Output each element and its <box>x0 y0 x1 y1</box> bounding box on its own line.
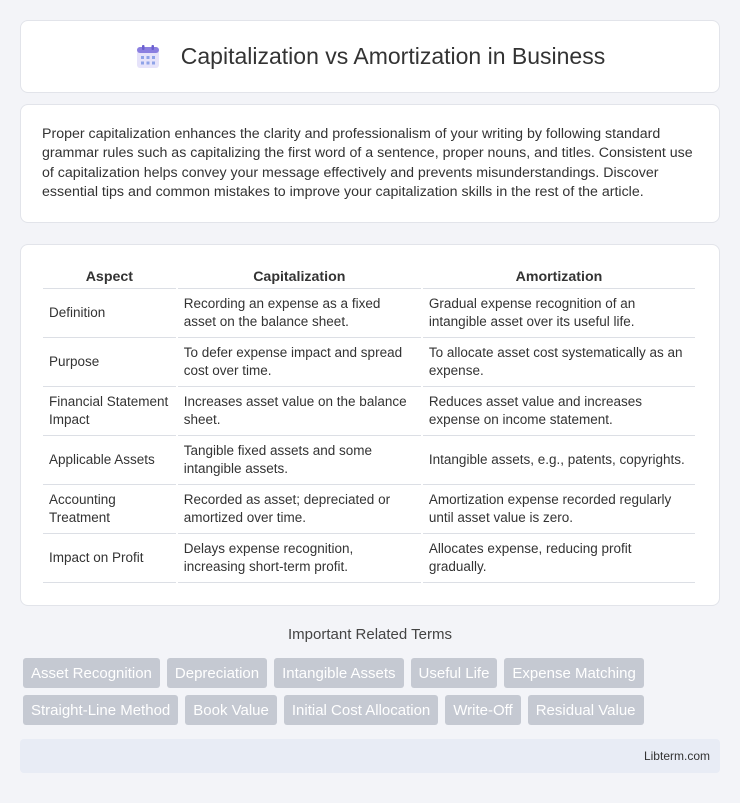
related-terms <box>23 658 723 732</box>
table-row <box>43 338 695 387</box>
table-row <box>43 387 695 436</box>
footer-site-link[interactable]: Libterm.com <box>643 749 710 763</box>
cell-capitalization: Recorded as asset; depreciated or amortized over time. <box>178 485 421 534</box>
term-tag-write-off[interactable]: Write-Off <box>445 695 520 725</box>
header-amortization: Amortization <box>423 265 695 289</box>
cell-capitalization: Delays expense recognition, increasing short-term profit. <box>178 534 421 583</box>
cell-aspect: Definition <box>43 289 176 338</box>
cell-amortization: Amortization expense recorded regularly until asset value is zero. <box>423 485 695 534</box>
page-title: Capitalization vs Amortization in Business <box>180 43 606 69</box>
cell-amortization: To allocate asset cost systematically as an expense. <box>423 338 695 387</box>
cell-aspect: Purpose <box>43 338 176 387</box>
cell-aspect: Impact on Profit <box>43 534 176 583</box>
cell-aspect: Accounting Treatment <box>43 485 176 534</box>
header-capitalization: Capitalization <box>178 265 421 289</box>
cell-aspect: Financial Statement Impact <box>43 387 176 436</box>
term-tag-expense-matching[interactable]: Expense Matching <box>504 658 643 688</box>
footer <box>20 739 720 773</box>
term-tag-useful-life[interactable]: Useful Life <box>411 658 498 688</box>
comparison-card <box>20 244 720 606</box>
header-aspect: Aspect <box>43 265 176 289</box>
cell-capitalization: Tangible fixed assets and some intangible assets. <box>178 436 421 485</box>
term-tag-residual-value[interactable]: Residual Value <box>528 695 644 725</box>
table-row <box>43 289 695 338</box>
cell-aspect: Applicable Assets <box>43 436 176 485</box>
terms-row-1 <box>23 658 723 688</box>
cell-amortization: Reduces asset value and increases expense on income statement. <box>423 387 695 436</box>
term-tag-asset-recognition[interactable]: Asset Recognition <box>23 658 160 688</box>
calendar-icon <box>135 44 161 70</box>
related-terms-title: Important Related Terms <box>288 626 452 643</box>
term-tag-book-value[interactable]: Book Value <box>185 695 277 725</box>
header-card <box>20 20 720 93</box>
table-row <box>43 485 695 534</box>
term-tag-depreciation[interactable]: Depreciation <box>167 658 267 688</box>
term-tag-intangible-assets[interactable]: Intangible Assets <box>274 658 403 688</box>
comparison-table <box>41 265 697 583</box>
table-row <box>43 436 695 485</box>
term-tag-initial-cost-allocation[interactable]: Initial Cost Allocation <box>284 695 438 725</box>
intro-text: Proper capitalization enhances the clarity and professionalism of your writing by following standard grammar rules such as capitalizing the first word of a sentence, proper nouns, and titles. Consistent use of capitalization helps convey your message effectively and prevents misunderstandings. Discover essential tips and common mistakes to improve your capitalization skills in the rest of the article. <box>42 126 693 201</box>
cell-capitalization: Increases asset value on the balance sheet. <box>178 387 421 436</box>
cell-capitalization: Recording an expense as a fixed asset on the balance sheet. <box>178 289 421 338</box>
table-header-row <box>43 265 695 289</box>
cell-amortization: Intangible assets, e.g., patents, copyrights. <box>423 436 695 485</box>
term-tag-straight-line-method[interactable]: Straight-Line Method <box>23 695 178 725</box>
cell-amortization: Gradual expense recognition of an intangible asset over its useful life. <box>423 289 695 338</box>
terms-row-2 <box>23 695 723 725</box>
table-row <box>43 534 695 583</box>
cell-amortization: Allocates expense, reducing profit gradually. <box>423 534 695 583</box>
intro-card <box>20 104 720 223</box>
cell-capitalization: To defer expense impact and spread cost over time. <box>178 338 421 387</box>
